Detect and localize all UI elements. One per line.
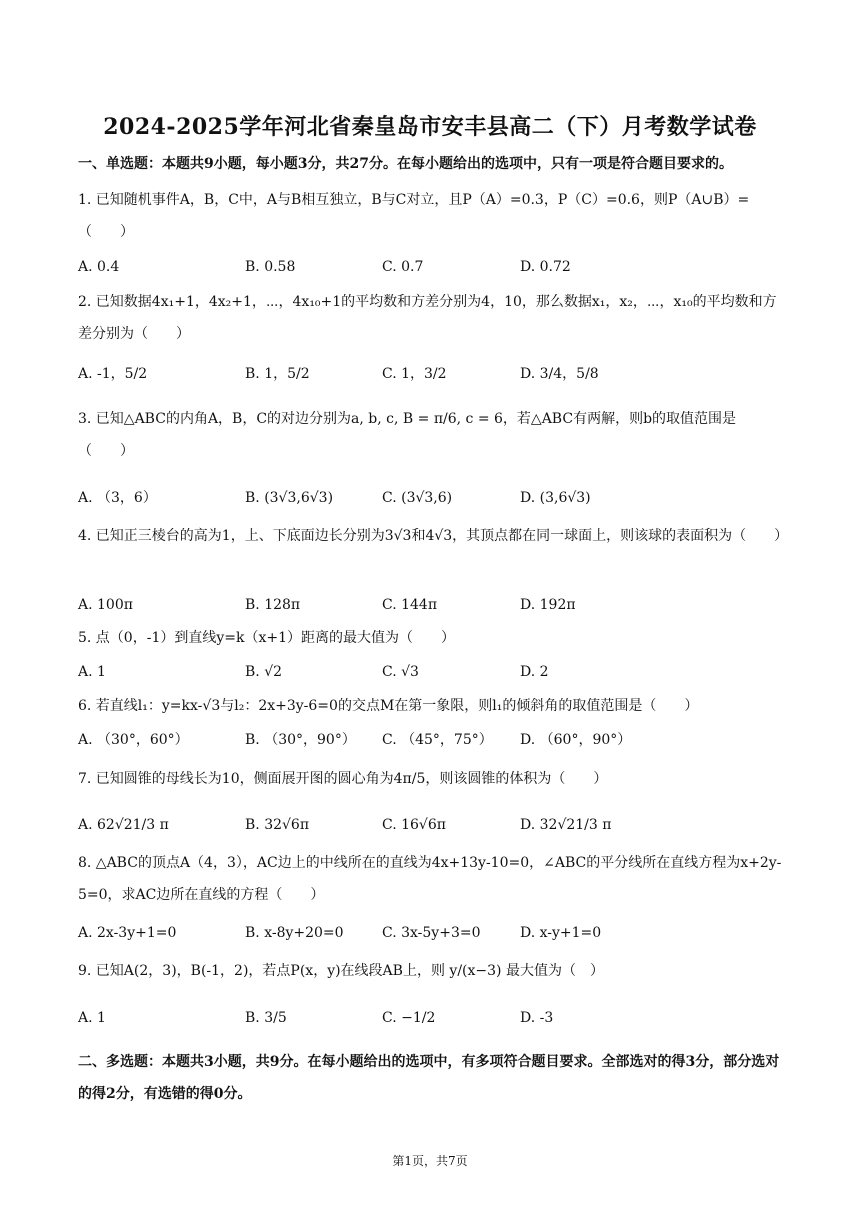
option-d: D. 32√21/3 π	[520, 817, 612, 833]
option-a: A. 62√21/3 π	[78, 817, 169, 833]
question-1-options	[78, 251, 784, 283]
option-b: B. 3/5	[245, 1010, 287, 1026]
page-footer: 第1页，共7页	[392, 1154, 468, 1168]
option-c: C. 16√6π	[382, 817, 446, 833]
option-a: A. 2x-3y+1=0	[78, 925, 177, 941]
question-5-options	[78, 656, 784, 688]
question-2-stem: 2. 已知数据4x₁+1，4x₂+1，⋯，4x₁₀+1的平均数和方差分别为4，10，那么数据x₁，x₂，⋯，x₁₀的平均数和方差分别为（ ）	[78, 294, 777, 342]
option-b: B. （30°，90°）	[245, 732, 356, 748]
option-a: A. 0.4	[78, 259, 120, 275]
option-c: C. 3x-5y+3=0	[382, 925, 481, 941]
question-7-options	[78, 809, 784, 841]
question-6-options	[78, 724, 784, 756]
option-a: A. 1	[78, 664, 106, 680]
option-a: A. （3，6）	[78, 490, 157, 506]
option-b: B. 128π	[245, 597, 301, 613]
option-b: B. 32√6π	[245, 817, 310, 833]
question-9-stem: 9. 已知A(2，3)，B(-1，2)，若点P(x，y)在线段AB上，则 y/(x−3) 最大值为（ ）	[78, 963, 604, 979]
page-title: 2024-2025学年河北省秦皇岛市安丰县高二（下）月考数学试卷	[103, 114, 757, 140]
question-1-stem: 1. 已知随机事件A，B，C中，A与B相互独立，B与C对立，且P（A）=0.3，P（C）=0.6，则P（A∪B）=（ ）	[78, 192, 750, 240]
option-a: A. 100π	[78, 597, 133, 613]
option-d: D. 3/4，5/8	[520, 366, 599, 382]
question-6-stem: 6. 若直线l₁：y=kx-√3与l₂：2x+3y-6=0的交点M在第一象限，则l₁的倾斜角的取值范围是（ ）	[78, 698, 699, 714]
option-c: C. √3	[382, 664, 419, 680]
question-8-stem: 8. △ABC的顶点A（4，3），AC边上的中线所在的直线为4x+13y-10=0，∠ABC的平分线所在直线方程为x+2y-5=0，求AC边所在直线的方程（ ）	[78, 855, 782, 903]
option-c: C. 0.7	[382, 259, 424, 275]
option-d: D. -3	[520, 1010, 554, 1026]
option-b: B. (3√3,6√3)	[245, 490, 334, 506]
option-d: D. 192π	[520, 597, 576, 613]
option-d: D. (3,6√3)	[520, 490, 591, 506]
question-4-stem: 4. 已知正三棱台的高为1，上、下底面边长分别为3√3和4√3，其顶点都在同一球面上，则该球的表面积为（ ）	[78, 528, 789, 544]
question-3-options	[78, 482, 784, 514]
option-d: D. 0.72	[520, 259, 571, 275]
option-b: B. 0.58	[245, 259, 296, 275]
option-c: C. （45°，75°）	[382, 732, 493, 748]
option-d: D. x-y+1=0	[520, 925, 602, 941]
option-b: B. √2	[245, 664, 283, 680]
question-5-stem: 5. 点（0，-1）到直线y=k（x+1）距离的最大值为（ ）	[78, 630, 456, 646]
option-d: D. （60°，90°）	[520, 732, 632, 748]
question-2-options	[78, 358, 784, 390]
option-d: D. 2	[520, 664, 549, 680]
option-b: B. 1，5/2	[245, 366, 310, 382]
option-a: A. （30°，60°）	[78, 732, 189, 748]
option-b: B. x-8y+20=0	[245, 925, 344, 941]
section-1-heading: 一、单选题：本题共9小题，每小题3分，共27分。在每小题给出的选项中，只有一项是符合题目要求的。	[78, 156, 733, 172]
option-c: C. (3√3,6)	[382, 490, 453, 506]
option-a: A. -1，5/2	[78, 366, 148, 382]
option-c: C. 144π	[382, 597, 438, 613]
option-c: C. −1/2	[382, 1010, 436, 1026]
option-a: A. 1	[78, 1010, 106, 1026]
question-3-stem: 3. 已知△ABC的内角A，B，C的对边分别为a, b, c, B = π/6, c = 6，若△ABC有两解，则b的取值范围是（ ）	[78, 411, 737, 459]
question-4-options	[78, 589, 784, 621]
question-9-options	[78, 1002, 784, 1034]
question-7-stem: 7. 已知圆锥的母线长为10，侧面展开图的圆心角为4π/5，则该圆锥的体积为（ ）	[78, 771, 608, 787]
question-8-options	[78, 917, 784, 949]
section-2-heading: 二、多选题：本题共3小题，共9分。在每小题给出的选项中，有多项符合题目要求。全部选对的得3分，部分选对的得2分，有选错的得0分。	[78, 1054, 780, 1102]
option-c: C. 1，3/2	[382, 366, 447, 382]
